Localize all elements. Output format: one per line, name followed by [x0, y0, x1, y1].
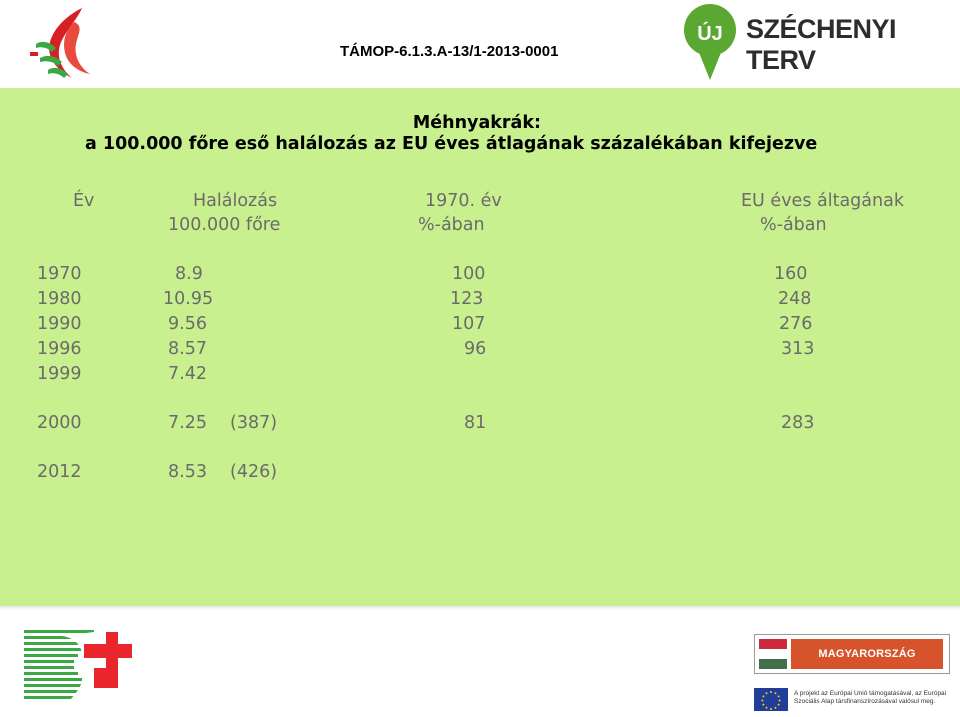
szt-badge-text: ÚJ — [697, 23, 723, 45]
cell-year: 1999 — [37, 364, 82, 384]
cell-pct-eu: 313 — [781, 339, 815, 359]
magyarorszag-megujul-badge — [754, 634, 950, 690]
header-halalozas-unit: 100.000 főre — [168, 215, 281, 235]
cell-extra: (387) — [230, 413, 278, 433]
hungarian-flag-icon — [759, 639, 787, 669]
page-title: Méhnyakrák: — [412, 113, 541, 133]
cell-rate: 8.9 — [175, 264, 203, 284]
header-eu-unit: %-ában — [760, 215, 827, 235]
cell-year: 2000 — [37, 413, 82, 433]
cell-pct-1970: 96 — [464, 339, 487, 359]
cell-year: 1990 — [37, 314, 82, 334]
ministry-logo-icon — [28, 4, 100, 82]
cell-rate: 8.53 — [168, 462, 207, 482]
health-logo-icon — [22, 628, 134, 708]
project-code: TÁMOP-6.1.3.A-13/1-2013-0001 — [340, 43, 559, 60]
cell-year: 2012 — [37, 462, 82, 482]
cell-year: 1970 — [37, 264, 82, 284]
badge-text: MAGYARORSZÁG MEGÚJUL — [791, 639, 943, 669]
cell-pct-1970: 123 — [450, 289, 484, 309]
cell-rate: 8.57 — [168, 339, 207, 359]
cell-pct-eu: 248 — [778, 289, 812, 309]
page-subtitle: a 100.000 főre eső halálozás az EU éves átlagának százalékában kifejezve — [85, 134, 818, 154]
cell-pct-eu: 160 — [774, 264, 808, 284]
cell-pct-1970: 100 — [452, 264, 486, 284]
eu-support-note: A projekt az Európai Unió támogatásával, az Európai Szociális Alap társfinanszírozásával valósul meg. — [794, 690, 947, 705]
header-1970: 1970. év — [425, 191, 502, 211]
cell-pct-eu: 276 — [779, 314, 813, 334]
cell-year: 1996 — [37, 339, 82, 359]
eu-flag-icon — [754, 688, 788, 711]
cell-rate: 7.25 — [168, 413, 207, 433]
cell-rate: 10.95 — [163, 289, 214, 309]
cell-extra: (426) — [230, 462, 278, 482]
header — [0, 0, 960, 88]
cell-year: 1980 — [37, 289, 82, 309]
cell-pct-eu: 283 — [781, 413, 815, 433]
szechenyi-terv-text: SZÉCHENYI TERV — [746, 14, 897, 75]
header-eu: EU éves áltagának — [741, 191, 904, 211]
panel-shadow — [0, 606, 960, 610]
cell-pct-1970: 81 — [464, 413, 487, 433]
cell-pct-1970: 107 — [452, 314, 486, 334]
cell-rate: 9.56 — [168, 314, 207, 334]
header-ev: Év — [73, 191, 95, 211]
cell-rate: 7.42 — [168, 364, 207, 384]
header-halalozas: Halálozás — [193, 191, 278, 211]
header-1970-unit: %-ában — [418, 215, 485, 235]
